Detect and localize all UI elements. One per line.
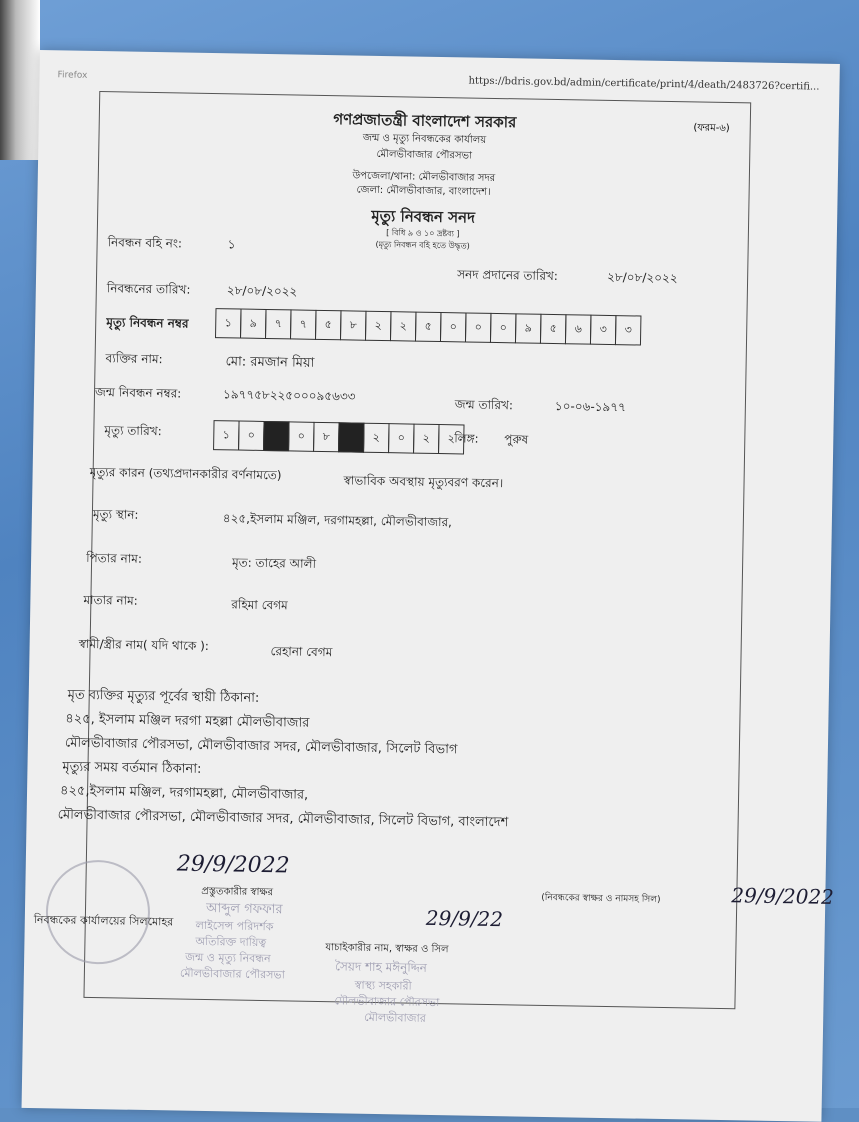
browser-name: Firefox bbox=[57, 70, 88, 81]
death-reg-label: মৃত্যু নিবন্ধন নম্বর bbox=[106, 315, 189, 331]
district: জেলা: মৌলভীবাজার, বাংলাদেশ। bbox=[356, 184, 491, 198]
reg-date-label: নিবন্ধনের তারিখ: bbox=[106, 281, 191, 297]
certificate-frame bbox=[33, 91, 835, 1025]
death-date-boxes bbox=[214, 420, 464, 454]
digit-box: ৮ bbox=[340, 310, 367, 340]
upazila: উপজেলা/থানা: মৌলভীবাজার সদর bbox=[352, 170, 496, 184]
digit-box: ১ bbox=[215, 308, 242, 338]
mother-value: রহিমা বেগম bbox=[231, 597, 288, 613]
digit-box: ০ bbox=[490, 313, 517, 343]
digit-box: ০ bbox=[238, 421, 265, 451]
verifier-signature: 29/9/22 bbox=[425, 905, 504, 932]
stamp-line-4: জন্ম ও মৃত্যু নিবন্ধন bbox=[185, 950, 271, 966]
issue-date-value: ২৮/০৮/২০২২ bbox=[607, 269, 678, 286]
place-value: ৪২৫,ইসলাম মঞ্জিল, দরগামহল্লা, মৌলভীবাজার, bbox=[222, 511, 453, 530]
digit-box bbox=[263, 421, 290, 451]
issuer-caption: প্রস্তুতকারীর স্বাক্ষর bbox=[201, 885, 274, 899]
digit-box: ২ bbox=[390, 311, 417, 341]
curr-address-line1: ৪২৫,ইসলাম মঞ্জিল, দরগামহল্লা, মৌলভীবাজার, bbox=[59, 783, 309, 803]
perm-address-line2: মৌলভীবাজার পৌরসভা, মৌলভীবাজার সদর, মৌলভীবাজার, সিলেট বিভাগ bbox=[64, 735, 458, 758]
father-label: পিতার নাম: bbox=[86, 550, 143, 566]
digit-box: ৫ bbox=[415, 312, 442, 342]
book-value: ১ bbox=[227, 237, 236, 252]
book-edge bbox=[0, 0, 40, 160]
digit-box: ৯ bbox=[515, 313, 542, 343]
digit-box: ০ bbox=[465, 312, 492, 342]
name-value: মো: রমজান মিয়া bbox=[225, 354, 315, 371]
extract-note: (মৃত্যু নিবন্ধন বহি হতে উদ্ধৃত) bbox=[375, 239, 470, 251]
digit-box: ০ bbox=[288, 421, 315, 451]
perm-address-label: মৃত ব্যক্তির মৃত্যুর পূর্বের স্থায়ী ঠিকানা: bbox=[67, 687, 260, 706]
digit-box: ৫ bbox=[540, 314, 567, 344]
digit-box: ৭ bbox=[265, 309, 292, 339]
stamp-line-6: সৈয়দ শাহ মঈনুদ্দিন bbox=[334, 959, 427, 975]
perm-address-line1: ৪২৫, ইসলাম মঞ্জিল দরগা মহল্লা মৌলভীবাজার bbox=[65, 711, 310, 731]
digit-box bbox=[338, 422, 365, 452]
spouse-value: রেহানা বেগম bbox=[270, 644, 333, 660]
curr-address-line2: মৌলভীবাজার পৌরসভা, মৌলভীবাজার সদর, মৌলভীবাজার, সিলেট বিভাগ, বাংলাদেশ bbox=[57, 807, 509, 831]
birth-reg-value: ১৯৭৭৫৮২২৫০০০৯৫৬৩৩ bbox=[222, 387, 356, 404]
digit-box: ২ bbox=[365, 311, 392, 341]
book-label: নিবন্ধন বহি নং: bbox=[107, 235, 183, 251]
issuer-signature: 29/9/2022 bbox=[176, 851, 290, 879]
digit-box: ১ bbox=[213, 420, 240, 450]
office-name: জন্ম ও মৃত্যু নিবন্ধকের কার্যালয় bbox=[362, 132, 487, 146]
digit-box: ২ bbox=[438, 424, 465, 454]
verifier-caption: যাচাইকারীর নাম, স্বাক্ষর ও সিল bbox=[325, 942, 449, 956]
digit-box: ৫ bbox=[315, 310, 342, 340]
digit-box: ৬ bbox=[565, 314, 592, 344]
stamp-line-3: অতিরিক্ত দায়িত্ব bbox=[195, 934, 267, 950]
reg-date-value: ২৮/০৮/২০২২ bbox=[226, 283, 298, 299]
curr-address-label: মৃত্যুর সময় বর্তমান ঠিকানা: bbox=[62, 759, 202, 777]
stamp-line-1: আব্দুল গফফার bbox=[205, 901, 283, 918]
digit-box: ২ bbox=[363, 423, 390, 453]
father-value: মৃত: তাহের আলী bbox=[231, 555, 317, 571]
stamp-line-5: মৌলভীবাজার পৌরসভা bbox=[179, 966, 285, 982]
digit-box: ৯ bbox=[240, 309, 267, 339]
municipality: মৌলভীবাজার পৌরসভা bbox=[376, 148, 472, 162]
stamp-line-7: স্বাস্থ্য সহকারী bbox=[354, 978, 412, 993]
spouse-label: স্বামী/স্ত্রীর নাম( যদি থাকে ): bbox=[78, 636, 210, 654]
birth-reg-label: জন্ম নিবন্ধন নম্বর: bbox=[94, 385, 182, 401]
sex-label: লিঙ্গ: bbox=[454, 431, 479, 446]
birth-date-value: ১০-০৬-১৯৭৭ bbox=[554, 399, 627, 415]
cause-label: মৃত্যুর কারন (তথ্যপ্রদানকারীর বর্ণনামতে) bbox=[89, 464, 282, 483]
stamp-line-9: মৌলভীবাজার bbox=[364, 1010, 426, 1025]
form-number: (ফরম-৬) bbox=[693, 122, 730, 135]
name-label: ব্যক্তির নাম: bbox=[105, 351, 163, 367]
page-url: https://bdris.gov.bd/admin/certificate/print/4/death/2483726?certifi... bbox=[468, 75, 820, 93]
issue-date-label: সনদ প্রদানের তারিখ: bbox=[457, 267, 559, 284]
digit-box: ০ bbox=[440, 312, 467, 342]
rule-ref: [ বিধি ৯ ও ১০ দ্রষ্টব্য ] bbox=[386, 228, 460, 239]
death-reg-number-boxes bbox=[216, 308, 641, 345]
birth-date-label: জন্ম তারিখ: bbox=[454, 397, 514, 413]
cause-value: স্বাভাবিক অবস্থায় মৃত্যুবরণ করেন। bbox=[343, 473, 504, 491]
stamp-line-2: লাইসেন্স পরিদর্শক bbox=[195, 918, 274, 934]
digit-box: ৭ bbox=[290, 309, 317, 339]
digit-box: ০ bbox=[388, 423, 415, 453]
digit-box: ২ bbox=[413, 424, 440, 454]
certificate-title: মৃত্যু নিবন্ধন সনদ bbox=[371, 206, 476, 227]
registrar-caption: (নিবন্ধকের স্বাক্ষর ও নামসহ সিল) bbox=[541, 892, 661, 905]
death-date-label: মৃত্যু তারিখ: bbox=[104, 423, 162, 439]
digit-box: ৮ bbox=[313, 422, 340, 452]
digit-box: ৩ bbox=[590, 315, 617, 345]
gov-title: গণপ্রজাতন্ত্রী বাংলাদেশ সরকার bbox=[333, 110, 517, 132]
stamp-line-8: মৌলভীবাজার পৌরসভা bbox=[334, 994, 440, 1010]
certificate-paper bbox=[22, 50, 840, 1122]
place-label: মৃত্যু স্থান: bbox=[92, 506, 139, 522]
digit-box: ৩ bbox=[615, 315, 642, 345]
registrar-handwritten-date: 29/9/2022 bbox=[731, 883, 835, 909]
mother-label: মাতার নাম: bbox=[83, 592, 138, 608]
office-seal-caption: নিবন্ধকের কার্যালয়ের সিলমোহর bbox=[33, 913, 174, 929]
sex-value: পুরুষ bbox=[504, 432, 529, 447]
